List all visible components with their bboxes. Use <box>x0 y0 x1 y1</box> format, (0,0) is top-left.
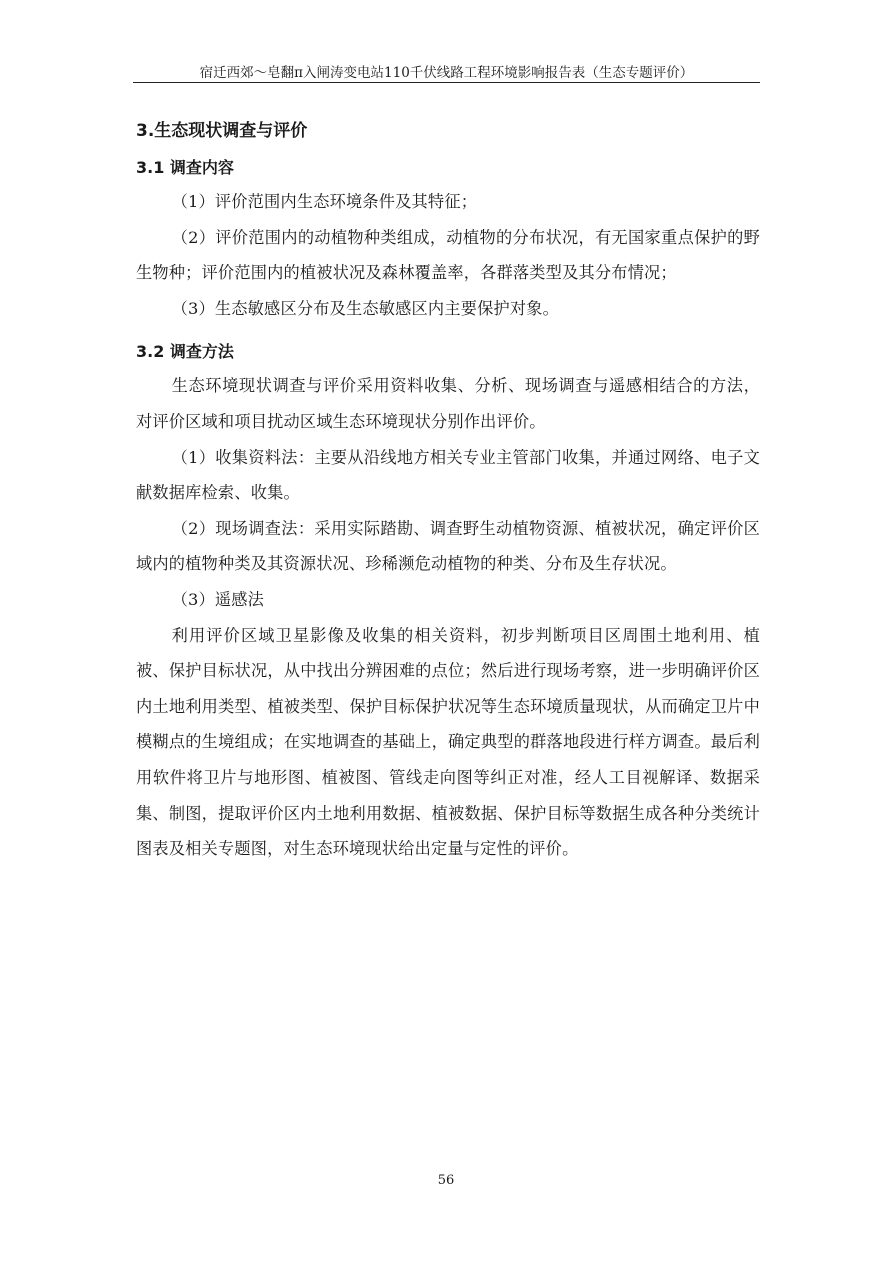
survey-method-1: （1）收集资料法：主要从沿线地方相关专业主管部门收集，并通过网络、电子文献数据库检索、收集。 <box>136 447 760 503</box>
subsection-title-survey-method: 3.2 调查方法 <box>136 342 234 362</box>
survey-content-item-3: （3）生态敏感区分布及生态敏感区内主要保护对象。 <box>171 298 560 318</box>
section-title: 3.生态现状调查与评价 <box>136 121 308 141</box>
survey-content-item-1: （1）评价范围内生态环境条件及其特征； <box>171 192 478 211</box>
survey-method-3-body: 利用评价区域卫星影像及收集的相关资料，初步判断项目区周围土地利用、植被、保护目标状况，从中找出分辨困难的点位；然后进行现场考察，进一步明确评价区内土地利用类型、植被类型、保护目标保护状况等生态环境质量现状，从而确定卫片中模糊点的生境组成；在实地调查的基础上，确定典型的群落地段进行样方调查。最后利用软件将卫片与地形图、植被图、管线走向图等纠正对准，经人工目视解译、数据采集、制图，提取评价区内土地利用数据、植被数据、保护目标等数据生成各种分类统计图表及相关专题图，对生态环境现状给出定量与定性的评价。 <box>136 625 760 859</box>
survey-content-item-2: （2）评价范围内的动植物种类组成，动植物的分布状况，有无国家重点保护的野生物种；评价范围内的植被状况及森林覆盖率，各群落类型及其分布情况； <box>136 227 760 283</box>
page-number: 56 <box>437 1173 455 1188</box>
page-content <box>136 112 760 867</box>
header-rule <box>133 82 760 83</box>
running-header: 宿迁西郊～皂翻π入闸涛变电站110千伏线路工程环境影响报告表（生态专题评价） <box>199 65 694 81</box>
survey-method-3-title: （3）遥感法 <box>171 589 265 609</box>
survey-method-2: （2）现场调查法：采用实际踏勘、调查野生动植物资源、植被状况，确定评价区域内的植物种类及其资源状况、珍稀濒危动植物的种类、分布及生存状况。 <box>136 518 760 574</box>
subsection-title-survey-content: 3.1 调查内容 <box>136 158 234 177</box>
survey-method-intro: 生态环境现状调查与评价采用资料收集、分析、现场调查与遥感相结合的方法，对评价区域和项目扰动区域生态环境现状分别作出评价。 <box>136 376 760 431</box>
